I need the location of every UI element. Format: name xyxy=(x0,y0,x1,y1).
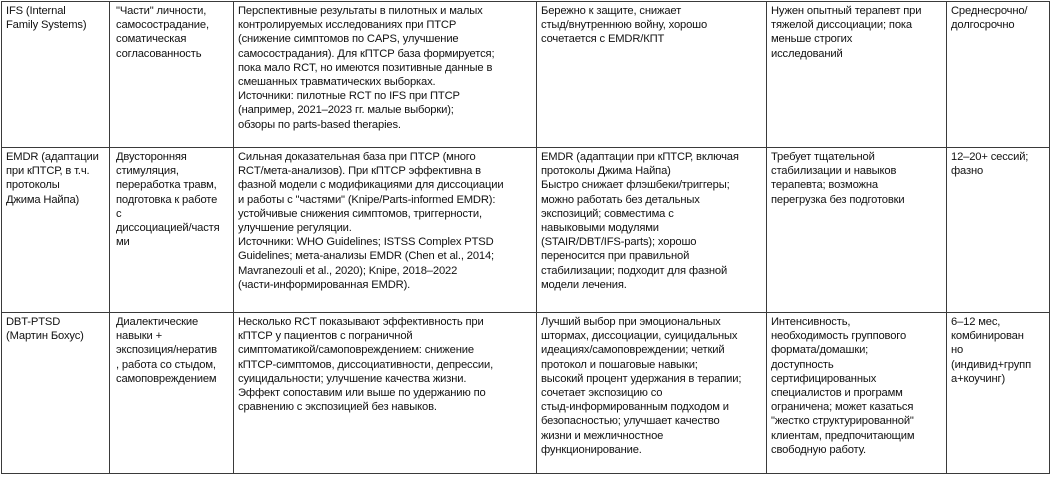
cell-text-line: Эффект сопоставим или выше по удержанию по xyxy=(238,387,486,400)
cell-text-line: свободную работу. xyxy=(771,443,866,456)
strengths-cell xyxy=(537,313,767,474)
cell-text-line: самоповреждением xyxy=(116,372,217,385)
cell-text-line: Двусторонняя xyxy=(116,151,187,163)
cell-text-line: Быстро снижает флэшбеки/триггеры; xyxy=(541,179,730,192)
cell-text-line: улучшение регуляции. xyxy=(238,222,352,235)
table-row xyxy=(2,2,1050,148)
cell-text-line: (снижение симптомов по CAPS, улучшение xyxy=(238,33,459,46)
cell-text-line: при кПТСР, в т.ч. xyxy=(6,165,90,178)
cell-text-line: сочетает экспозицию со xyxy=(541,387,663,400)
cell-text-line: Family Systems) xyxy=(6,19,87,32)
cell-text-line: Сильная доказательная база при ПТСР (много xyxy=(238,151,476,163)
cell-text-line: навыковыми модулями xyxy=(541,222,659,235)
cell-text-line: безопасностью; улучшает качество xyxy=(541,415,720,428)
cell-text-line: сравнению с экспозицией без навыков. xyxy=(238,401,437,414)
cell-text-line: соматическая xyxy=(116,33,187,46)
cell-text-line: IFS (Internal xyxy=(6,5,66,17)
cell-text-line: (индивид+групп xyxy=(951,358,1031,371)
cell-text-line: кПТСР-симптомов, диссоциативности, депрессии, xyxy=(238,358,494,371)
cell-text-line: жизни и межличностное xyxy=(541,429,664,442)
cell-text-line: комбинирован xyxy=(951,330,1024,343)
cell-text-line: Лучший выбор при эмоциональных xyxy=(541,316,721,328)
cell-text-line: Mavranezouli et al., 2020); Knipe, 2018–2022 xyxy=(238,264,458,277)
cell-text-line: высокий процент удержания в терапии; xyxy=(541,372,742,385)
cell-text-line: идеациях/самоповреждении; четкий xyxy=(541,344,725,357)
cell-text-line: штормах, диссоциации, суицидальных xyxy=(541,330,738,343)
evidence-cell xyxy=(234,313,537,474)
table-row xyxy=(2,313,1050,474)
cell-text-line: (Мартин Бохус) xyxy=(6,330,84,343)
cell-text-line: терапевта; возможна xyxy=(771,179,878,192)
cell-text-line: DBT-PTSD xyxy=(6,316,61,328)
duration-cell xyxy=(947,2,1050,148)
cell-text-line: меньше строгих xyxy=(771,33,853,46)
focus-cell xyxy=(110,148,234,313)
method-cell xyxy=(2,313,110,474)
cell-text-line: стыд-информированным подходом и xyxy=(541,401,729,414)
cell-text-line: специалистов и программ xyxy=(771,387,903,400)
cell-text-line: доступность xyxy=(771,358,834,371)
cell-text-line: стабилизации; подходит для фазной xyxy=(541,264,728,277)
cell-text-line: но xyxy=(951,344,964,357)
cell-text-line: устойчивые снижения симптомов, триггерности, xyxy=(238,207,482,220)
cell-text-line: диссоциацией/частя xyxy=(116,222,220,235)
cell-text-line: , работа со стыдом, xyxy=(116,358,216,371)
cell-text-line: обзоры по parts-based therapies. xyxy=(238,118,401,131)
cell-text-line: формата/домашки; xyxy=(771,344,869,357)
cell-text-line: "жестко структурированной" xyxy=(771,415,914,428)
limitations-cell xyxy=(767,148,947,313)
strengths-cell xyxy=(537,2,767,148)
cell-text-line: согласованность xyxy=(116,47,202,60)
cell-text-line: (например, 2021–2023 гг. малые выборки); xyxy=(238,104,454,117)
focus-cell xyxy=(110,2,234,148)
duration-cell xyxy=(947,148,1050,313)
cell-text-line: суицидальности; улучшение качества жизни. xyxy=(238,372,467,385)
focus-cell xyxy=(110,313,234,474)
cell-text-line: контролируемых исследованиях при ПТСР xyxy=(238,19,457,32)
cell-text-line: исследований xyxy=(771,47,843,60)
cell-text-line: Диалектические xyxy=(116,316,199,328)
cell-text-line: переработка травм, xyxy=(116,179,217,192)
cell-text-line: (части-информированная EMDR). xyxy=(238,278,411,291)
cell-text-line: Источники: пилотные RCT по IFS при ПТСР xyxy=(238,90,460,103)
cell-text-line: необходимость группового xyxy=(771,330,907,343)
cell-text-line: и работы с "частями" (Knipe/Parts-informed EMDR): xyxy=(238,193,496,206)
cell-text-line: фазной модели с модификациями для диссоциации xyxy=(238,179,504,192)
cell-text-line: клиентам, предпочитающим xyxy=(771,429,915,442)
cell-text-line: ограничена; может казаться xyxy=(771,401,914,414)
cell-text-line: RCT/мета-анализов). При кПТСР эффективна в xyxy=(238,165,481,178)
cell-text-line: протоколы xyxy=(6,179,60,192)
cell-text-line: модели лечения. xyxy=(541,278,627,291)
cell-text-line: Интенсивность, xyxy=(771,316,851,328)
evidence-cell xyxy=(234,148,537,313)
cell-text-line: можно работать без детальных xyxy=(541,193,700,206)
cell-text-line: Среднесрочно/ xyxy=(951,5,1028,17)
cell-text-line: протоколы Джима Найпа) xyxy=(541,165,671,178)
cell-text-line: "Части" личности, xyxy=(116,5,207,17)
cell-text-line: сертифицированных xyxy=(771,372,877,385)
cell-text-line: стимуляция, xyxy=(116,165,179,178)
cell-text-line: симптоматикой/самоповреждением: снижение xyxy=(238,344,474,357)
cell-text-line: Джима Найпа) xyxy=(6,193,80,206)
comparison-table xyxy=(1,1,1050,474)
method-cell xyxy=(2,148,110,313)
cell-text-line: Guidelines; мета-анализы EMDR (Chen et al., 2014; xyxy=(238,250,494,263)
cell-text-line: а+коучинг) xyxy=(951,372,1006,385)
cell-text-line: кПТСР у пациентов с пограничной xyxy=(238,330,413,343)
cell-text-line: фазно xyxy=(951,165,984,178)
cell-text-line: перегрузка без подготовки xyxy=(771,193,905,206)
cell-text-line: 12–20+ сессий; xyxy=(951,151,1029,163)
cell-text-line: (STAIR/DBT/IFS-parts); хорошо xyxy=(541,236,697,249)
cell-text-line: переносится при правильной xyxy=(541,250,690,263)
cell-text-line: стабилизации и навыков xyxy=(771,165,897,178)
cell-text-line: EMDR (адаптации при кПТСР, включая xyxy=(541,151,739,163)
cell-text-line: тяжелой диссоциации; пока xyxy=(771,19,912,32)
cell-text-line: Требует тщательной xyxy=(771,151,875,163)
cell-text-line: подготовка к работе xyxy=(116,193,218,206)
duration-cell xyxy=(947,313,1050,474)
cell-text-line: Бережно к защите, снижает xyxy=(541,5,682,17)
cell-text-line: с xyxy=(116,207,122,220)
cell-text-line: смешанных травматических выборках. xyxy=(238,76,436,89)
cell-text-line: ми xyxy=(116,236,130,249)
cell-text-line: самосострадание, xyxy=(116,19,209,32)
cell-text-line: протокол и пошаговые навыки; xyxy=(541,358,698,371)
cell-text-line: долгосрочно xyxy=(951,19,1015,32)
cell-text-line: Несколько RCT показывают эффективность при xyxy=(238,316,484,328)
evidence-cell xyxy=(234,2,537,148)
cell-text-line: навыки + xyxy=(116,330,162,343)
cell-text-line: пока мало RCT, но имеются позитивные данные в xyxy=(238,61,493,74)
cell-text-line: самосострадания). Для кПТСР база формируется; xyxy=(238,47,495,60)
cell-text-line: Источники: WHO Guidelines; ISTSS Complex PTSD xyxy=(238,236,494,249)
cell-text-line: функционирование. xyxy=(541,443,642,456)
strengths-cell xyxy=(537,148,767,313)
cell-text-line: сочетается с EMDR/КПТ xyxy=(541,33,665,46)
cell-text-line: экспозиция/нератив xyxy=(116,344,217,357)
cell-text-line: EMDR (адаптации xyxy=(6,151,99,163)
table-row xyxy=(2,148,1050,313)
cell-text-line: Нужен опытный терапевт при xyxy=(771,5,922,17)
cell-text-line: стыд/внутреннюю войну, хорошо xyxy=(541,19,708,32)
limitations-cell xyxy=(767,2,947,148)
cell-text-line: Перспективные результаты в пилотных и малых xyxy=(238,5,483,17)
limitations-cell xyxy=(767,313,947,474)
cell-text-line: экспозиций; совместима с xyxy=(541,207,674,220)
cell-text-line: 6–12 мес, xyxy=(951,316,1001,328)
method-cell xyxy=(2,2,110,148)
